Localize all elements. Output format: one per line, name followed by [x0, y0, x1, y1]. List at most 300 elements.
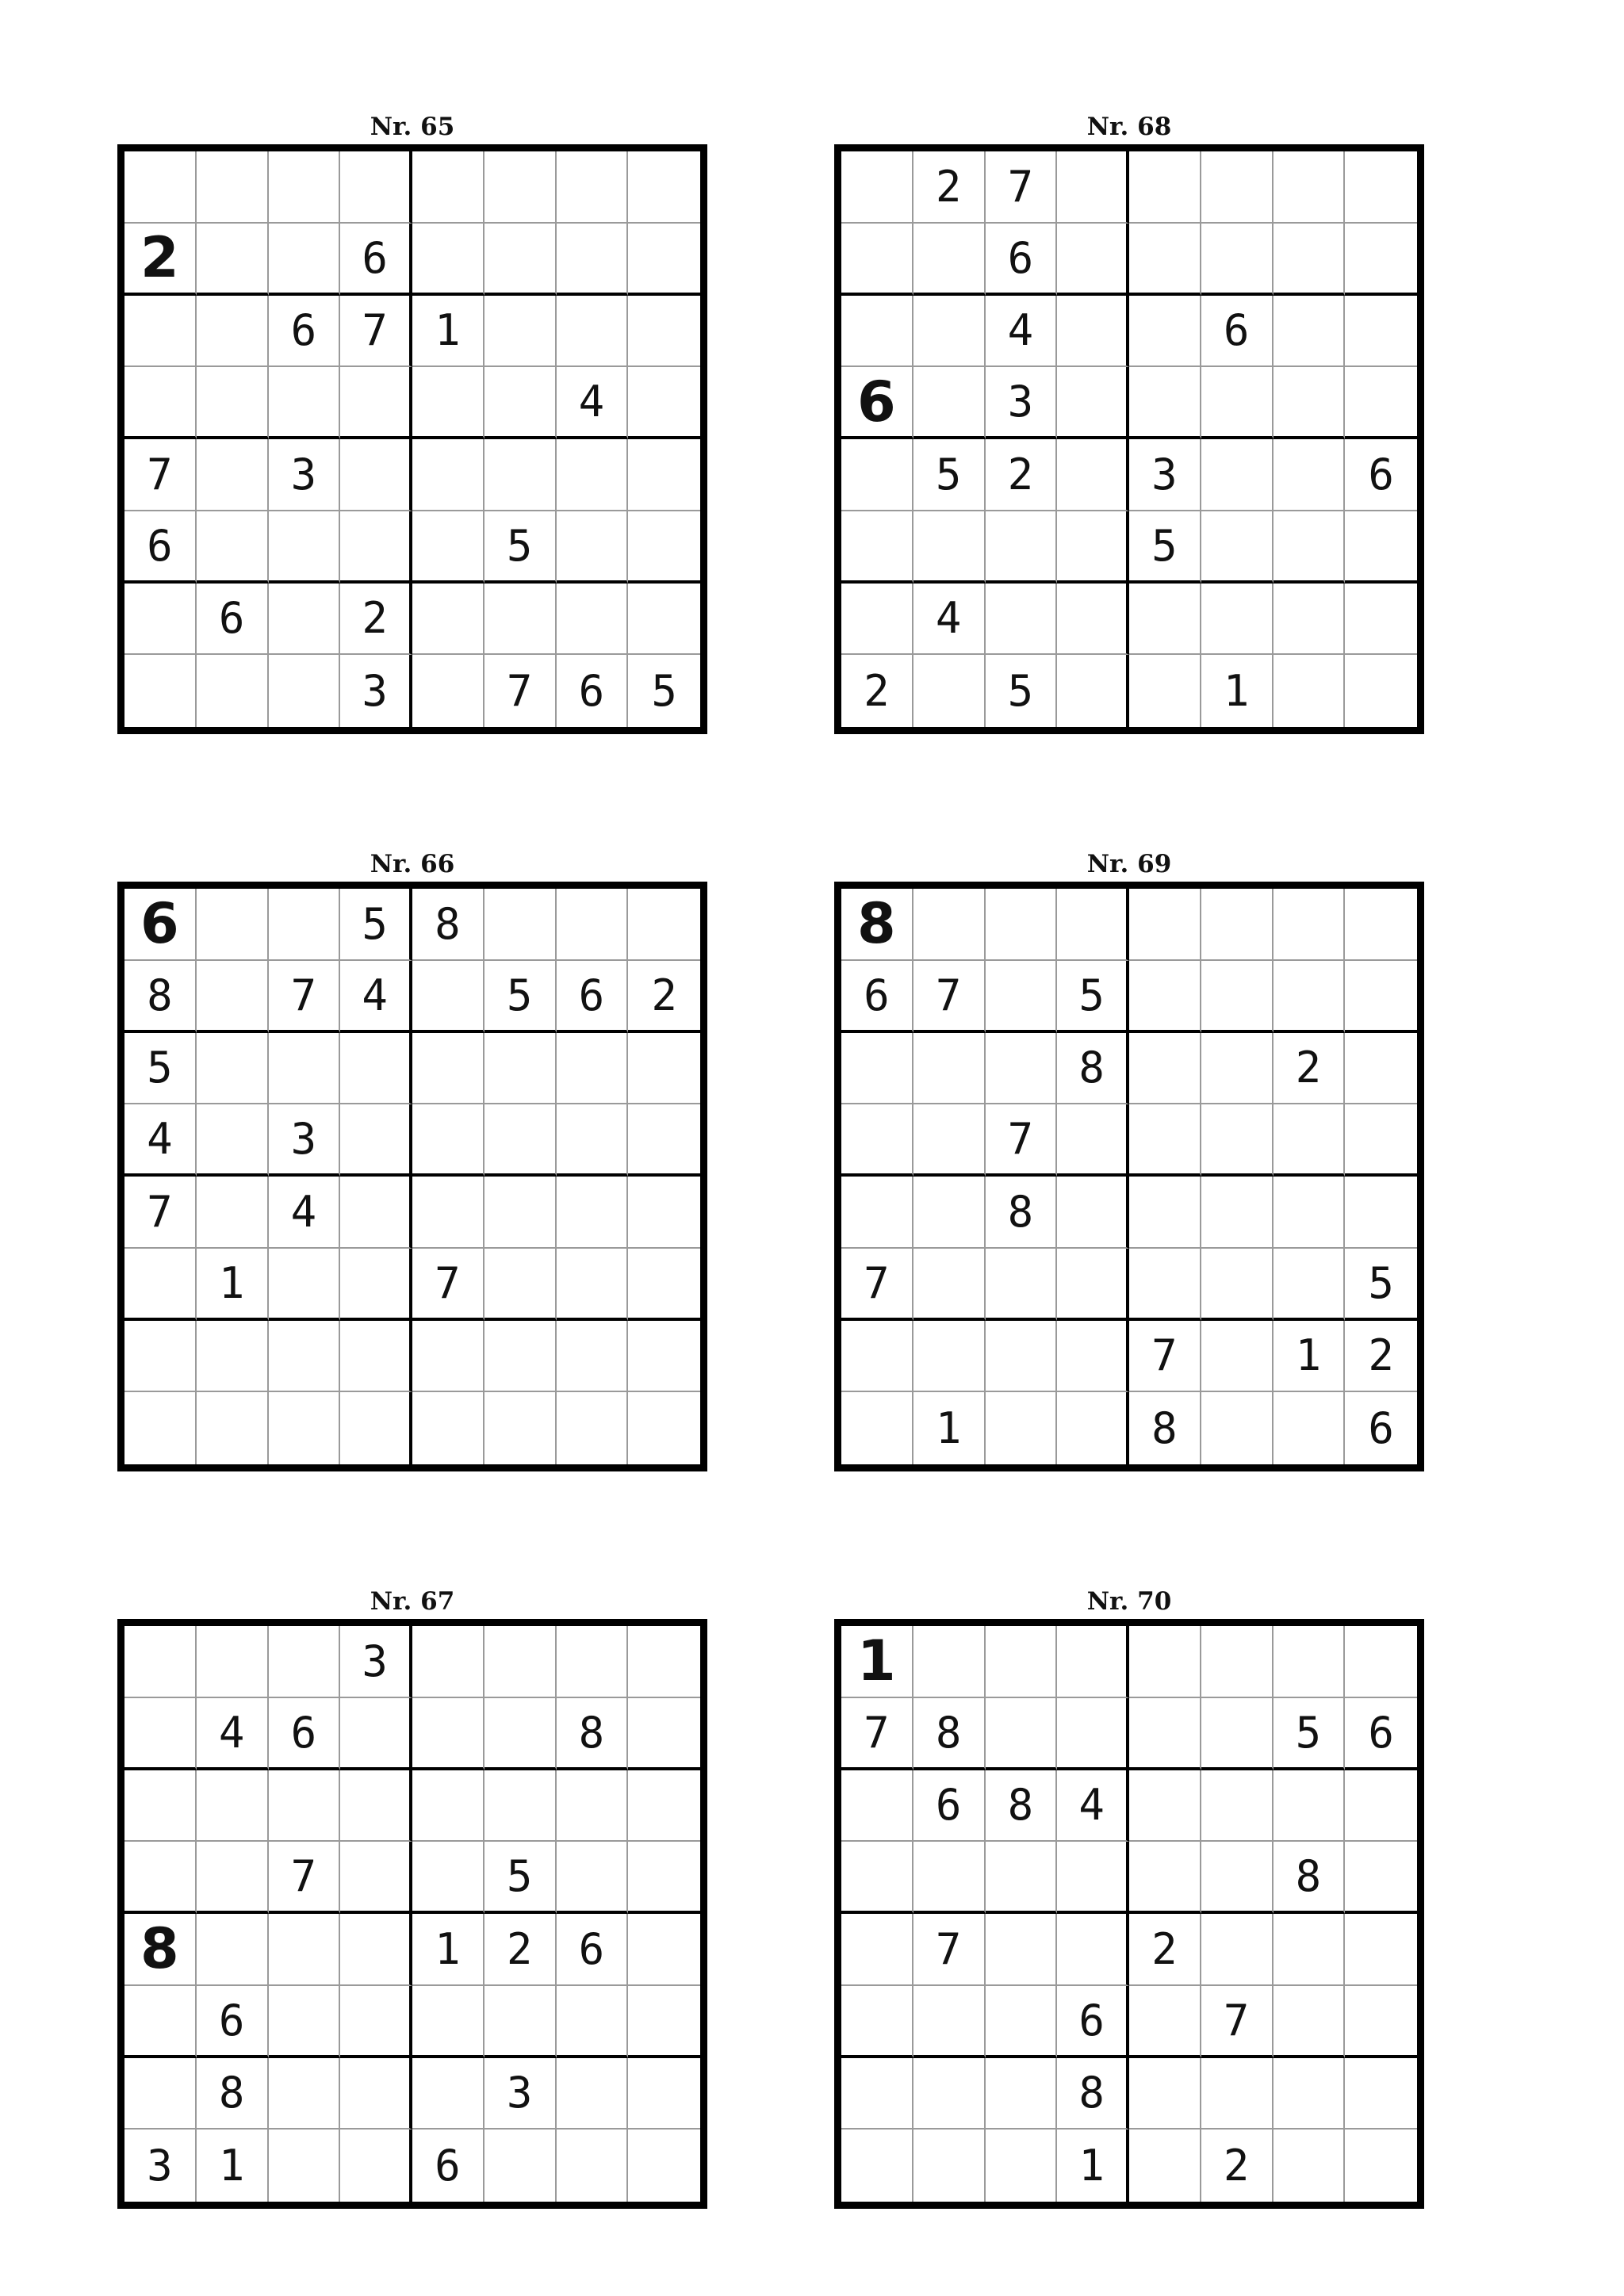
grid-cell: [1057, 889, 1129, 961]
grid-cell: [1129, 889, 1201, 961]
grid-cell: [412, 1033, 485, 1105]
grid-cell: [1129, 1104, 1201, 1177]
grid-cell: 8: [1057, 2058, 1129, 2130]
grid-cell: [1129, 1626, 1201, 1698]
grid-cell: [557, 151, 629, 224]
grid-cell: 2: [1201, 2130, 1274, 2202]
grid-cell: [1057, 296, 1129, 368]
grid-cell: [841, 1392, 914, 1464]
grid-cell: [1345, 367, 1417, 439]
grid-cell: 7: [841, 1249, 914, 1321]
grid-cell: 3: [340, 1626, 412, 1698]
grid-cell: [1274, 584, 1346, 656]
grid-cell: [1057, 655, 1129, 727]
grid-cell: [485, 1033, 557, 1105]
grid-cell: [412, 2058, 485, 2130]
grid-cell: [841, 1914, 914, 1986]
grid-cell: [628, 296, 700, 368]
grid-cell: [340, 1249, 412, 1321]
grid-cell: [628, 1104, 700, 1177]
grid-cell: 8: [986, 1770, 1058, 1843]
grid-cell: [1201, 439, 1274, 511]
grid-cell: [1129, 584, 1201, 656]
grid-cell: [485, 1321, 557, 1393]
grid-cell: [1201, 1770, 1274, 1843]
grid-cell: [1129, 961, 1201, 1033]
grid-cell: [1129, 2130, 1201, 2202]
puzzle-title: Nr. 69: [1086, 850, 1172, 878]
grid-cell: 2: [986, 439, 1058, 511]
grid-cell: [197, 1842, 269, 1914]
grid-cell: [485, 889, 557, 961]
grid-cell: [197, 151, 269, 224]
grid-cell: [914, 367, 986, 439]
grid-cell: [841, 2130, 914, 2202]
grid-cell: [197, 1392, 269, 1464]
grid-cell: [197, 511, 269, 584]
grid-cell: [485, 584, 557, 656]
grid-cell: 3: [986, 367, 1058, 439]
grid-cell: [1057, 584, 1129, 656]
grid-cell: 5: [485, 511, 557, 584]
grid-cell: [1274, 655, 1346, 727]
grid-cell: [485, 1626, 557, 1698]
grid-cell: [1345, 584, 1417, 656]
grid-cell: [1201, 1177, 1274, 1249]
grid-cell: [841, 1104, 914, 1177]
grid-cell: 6: [412, 2130, 485, 2202]
grid-cell: [628, 1770, 700, 1843]
grid-cell: 7: [914, 1914, 986, 1986]
grid-cell: [1201, 1698, 1274, 1770]
grid-cell: [269, 511, 341, 584]
grid-cell: [1345, 961, 1417, 1033]
grid-cell: 5: [1129, 511, 1201, 584]
grid-cell: 8: [412, 889, 485, 961]
sudoku-grid: [834, 1619, 1424, 2209]
grid-cell: 4: [1057, 1770, 1129, 1843]
grid-cell: [557, 1392, 629, 1464]
grid-cell: [485, 1249, 557, 1321]
grid-cell: [914, 296, 986, 368]
grid-cell: [269, 889, 341, 961]
grid-cell: [269, 1249, 341, 1321]
grid-cell: [412, 224, 485, 296]
grid-cell: [557, 224, 629, 296]
grid-cell: [485, 439, 557, 511]
puzzle-title: Nr. 68: [1086, 113, 1172, 141]
grid-cell: [914, 2130, 986, 2202]
grid-cell: 7: [1201, 1986, 1274, 2058]
grid-cell: 4: [340, 961, 412, 1033]
grid-cell: [628, 1986, 700, 2058]
grid-cell: 7: [269, 1842, 341, 1914]
grid-cell: [1057, 224, 1129, 296]
grid-cell: [986, 961, 1058, 1033]
grid-cell: [1201, 1842, 1274, 1914]
grid-cell: [124, 367, 197, 439]
grid-cell: [1274, 1914, 1346, 1986]
grid-cell: [485, 1986, 557, 2058]
grid-cell: [1201, 1321, 1274, 1393]
grid-cell: [1129, 2058, 1201, 2130]
grid-cell: [412, 1626, 485, 1698]
grid-cell: [1057, 1392, 1129, 1464]
grid-cell: [124, 1842, 197, 1914]
grid-cell: [1057, 1842, 1129, 1914]
grid-cell: [1201, 1249, 1274, 1321]
grid-cell: [1274, 1392, 1346, 1464]
grid-cell: [1274, 151, 1346, 224]
grid-cell: [1345, 511, 1417, 584]
grid-cell: [340, 1842, 412, 1914]
grid-cell: 1: [412, 296, 485, 368]
grid-cell: 1: [914, 1392, 986, 1464]
grid-cell: [1345, 655, 1417, 727]
grid-cell: [986, 1698, 1058, 1770]
grid-cell: [914, 1321, 986, 1393]
grid-cell: [557, 1104, 629, 1177]
grid-cell: [340, 1321, 412, 1393]
grid-cell: [841, 1177, 914, 1249]
grid-cell: [197, 655, 269, 727]
grid-cell: [1274, 2058, 1346, 2130]
grid-cell: [557, 889, 629, 961]
grid-cell: 1: [197, 1249, 269, 1321]
grid-cell: 8: [124, 1914, 197, 1986]
grid-cell: [1057, 1698, 1129, 1770]
grid-cell: [1345, 151, 1417, 224]
grid-cell: [340, 439, 412, 511]
grid-cell: [1201, 1033, 1274, 1105]
grid-cell: 7: [986, 1104, 1058, 1177]
grid-cell: [1129, 1770, 1201, 1843]
grid-cell: 4: [557, 367, 629, 439]
grid-cell: [412, 151, 485, 224]
grid-cell: [914, 2058, 986, 2130]
grid-cell: [340, 2058, 412, 2130]
grid-cell: [1129, 1842, 1201, 1914]
grid-cell: [986, 511, 1058, 584]
grid-cell: [340, 511, 412, 584]
grid-cell: [557, 439, 629, 511]
grid-cell: 7: [124, 439, 197, 511]
grid-cell: [1345, 2058, 1417, 2130]
grid-cell: [914, 1249, 986, 1321]
grid-cell: [269, 1626, 341, 1698]
puzzle-title: Nr. 65: [370, 113, 455, 141]
grid-cell: [485, 367, 557, 439]
grid-cell: [412, 584, 485, 656]
grid-cell: [557, 296, 629, 368]
grid-cell: [412, 1986, 485, 2058]
grid-cell: 2: [124, 224, 197, 296]
grid-cell: 2: [1274, 1033, 1346, 1105]
grid-cell: 5: [1274, 1698, 1346, 1770]
grid-cell: [412, 1104, 485, 1177]
grid-cell: [1057, 367, 1129, 439]
grid-cell: 6: [1057, 1986, 1129, 2058]
grid-cell: [124, 1321, 197, 1393]
grid-cell: [986, 2058, 1058, 2130]
grid-cell: 4: [197, 1698, 269, 1770]
grid-cell: [1057, 511, 1129, 584]
grid-cell: [269, 2130, 341, 2202]
grid-cell: 6: [914, 1770, 986, 1843]
grid-cell: [628, 889, 700, 961]
grid-cell: [1201, 961, 1274, 1033]
grid-cell: [1057, 1249, 1129, 1321]
grid-cell: [412, 1698, 485, 1770]
sudoku-grid: [834, 882, 1424, 1471]
grid-cell: 6: [1345, 1698, 1417, 1770]
grid-cell: [841, 1321, 914, 1393]
grid-cell: [1345, 224, 1417, 296]
grid-cell: 5: [485, 961, 557, 1033]
grid-cell: [124, 1698, 197, 1770]
grid-cell: [628, 1698, 700, 1770]
grid-cell: [485, 151, 557, 224]
grid-cell: [1345, 296, 1417, 368]
grid-cell: [1057, 1321, 1129, 1393]
grid-cell: [197, 1033, 269, 1105]
grid-cell: 6: [557, 961, 629, 1033]
grid-cell: [628, 1249, 700, 1321]
grid-cell: [485, 1770, 557, 1843]
grid-cell: [841, 296, 914, 368]
grid-cell: [269, 151, 341, 224]
grid-cell: [628, 1321, 700, 1393]
grid-cell: 5: [340, 889, 412, 961]
grid-cell: 8: [1274, 1842, 1346, 1914]
grid-cell: [1129, 224, 1201, 296]
grid-cell: 7: [914, 961, 986, 1033]
grid-cell: [340, 1104, 412, 1177]
grid-cell: [841, 1770, 914, 1843]
grid-cell: [485, 224, 557, 296]
grid-cell: [412, 655, 485, 727]
grid-cell: [914, 1033, 986, 1105]
grid-cell: [628, 2130, 700, 2202]
grid-cell: 2: [841, 655, 914, 727]
grid-cell: 8: [1129, 1392, 1201, 1464]
grid-cell: 3: [485, 2058, 557, 2130]
grid-cell: [269, 1770, 341, 1843]
grid-cell: 7: [412, 1249, 485, 1321]
grid-cell: [1345, 1104, 1417, 1177]
grid-cell: [557, 2130, 629, 2202]
grid-cell: [1201, 1914, 1274, 1986]
grid-cell: [1129, 296, 1201, 368]
grid-cell: [1274, 1177, 1346, 1249]
grid-cell: [628, 439, 700, 511]
grid-cell: 6: [1201, 296, 1274, 368]
grid-cell: [1129, 655, 1201, 727]
sudoku-grid: [117, 882, 707, 1471]
sudoku-puzzle-66: [117, 847, 707, 1471]
grid-cell: 3: [340, 655, 412, 727]
grid-cell: 3: [1129, 439, 1201, 511]
grid-cell: [485, 2130, 557, 2202]
grid-cell: [197, 1626, 269, 1698]
grid-cell: 7: [841, 1698, 914, 1770]
grid-cell: [269, 1986, 341, 2058]
grid-cell: [1129, 1986, 1201, 2058]
grid-cell: [557, 511, 629, 584]
grid-cell: 4: [986, 296, 1058, 368]
grid-cell: [340, 367, 412, 439]
grid-cell: 5: [914, 439, 986, 511]
grid-cell: [197, 961, 269, 1033]
grid-cell: [986, 1033, 1058, 1105]
grid-cell: [340, 2130, 412, 2202]
grid-cell: [1201, 367, 1274, 439]
grid-cell: [269, 1321, 341, 1393]
grid-cell: [986, 1914, 1058, 1986]
grid-cell: [124, 1626, 197, 1698]
grid-cell: [412, 1770, 485, 1843]
grid-cell: [124, 1986, 197, 2058]
grid-cell: [485, 1698, 557, 1770]
grid-cell: [628, 1392, 700, 1464]
grid-cell: [124, 1249, 197, 1321]
grid-cell: [1345, 2130, 1417, 2202]
grid-cell: [841, 1842, 914, 1914]
grid-cell: [269, 367, 341, 439]
grid-cell: [1129, 1249, 1201, 1321]
grid-cell: [1201, 1626, 1274, 1698]
grid-cell: [557, 1986, 629, 2058]
grid-cell: [340, 1914, 412, 1986]
grid-cell: 8: [914, 1698, 986, 1770]
grid-cell: [197, 889, 269, 961]
grid-cell: 4: [914, 584, 986, 656]
grid-cell: 2: [485, 1914, 557, 1986]
grid-cell: [628, 224, 700, 296]
grid-cell: [841, 2058, 914, 2130]
grid-cell: 6: [197, 1986, 269, 2058]
grid-cell: [1274, 439, 1346, 511]
grid-cell: [557, 1249, 629, 1321]
grid-cell: 7: [986, 151, 1058, 224]
grid-cell: [1345, 1177, 1417, 1249]
grid-cell: [124, 2058, 197, 2130]
puzzle-title: Nr. 70: [1086, 1587, 1172, 1616]
grid-cell: [412, 511, 485, 584]
grid-cell: [1345, 1986, 1417, 2058]
grid-cell: [412, 1321, 485, 1393]
sudoku-puzzle-68: [834, 109, 1424, 734]
grid-cell: [1201, 1392, 1274, 1464]
grid-cell: [557, 1033, 629, 1105]
grid-cell: 6: [197, 584, 269, 656]
grid-cell: [628, 367, 700, 439]
grid-cell: [1057, 1104, 1129, 1177]
grid-cell: [841, 224, 914, 296]
grid-cell: [197, 296, 269, 368]
grid-cell: [914, 1177, 986, 1249]
grid-cell: [1274, 511, 1346, 584]
grid-cell: 5: [124, 1033, 197, 1105]
grid-cell: [1274, 1770, 1346, 1843]
grid-cell: [340, 151, 412, 224]
grid-cell: [412, 1392, 485, 1464]
grid-cell: 8: [197, 2058, 269, 2130]
grid-cell: [914, 1104, 986, 1177]
grid-cell: [485, 296, 557, 368]
grid-cell: 2: [340, 584, 412, 656]
grid-cell: [1129, 151, 1201, 224]
grid-cell: [197, 1177, 269, 1249]
grid-cell: [340, 1698, 412, 1770]
grid-cell: 6: [1345, 439, 1417, 511]
grid-cell: [1057, 1914, 1129, 1986]
sudoku-grid: [834, 144, 1424, 734]
grid-cell: [557, 1626, 629, 1698]
grid-cell: [1274, 961, 1346, 1033]
grid-cell: [841, 439, 914, 511]
grid-cell: [628, 1177, 700, 1249]
grid-cell: [986, 2130, 1058, 2202]
grid-cell: [197, 1914, 269, 1986]
grid-cell: [841, 1033, 914, 1105]
grid-cell: 5: [986, 655, 1058, 727]
grid-cell: 2: [1129, 1914, 1201, 1986]
grid-cell: [485, 1104, 557, 1177]
grid-cell: [340, 1177, 412, 1249]
grid-cell: 4: [269, 1177, 341, 1249]
grid-cell: [124, 151, 197, 224]
grid-cell: [986, 584, 1058, 656]
grid-cell: [269, 1914, 341, 1986]
grid-cell: [1129, 1033, 1201, 1105]
grid-cell: 6: [1368, 1403, 1394, 1454]
grid-cell: [986, 1986, 1058, 2058]
grid-cell: 1: [1057, 2130, 1129, 2202]
grid-cell: [412, 1842, 485, 1914]
grid-cell: [197, 1104, 269, 1177]
grid-cell: [841, 511, 914, 584]
sudoku-grid: [117, 144, 707, 734]
grid-cell: 3: [269, 1104, 341, 1177]
grid-cell: [557, 1321, 629, 1393]
grid-cell: [557, 2058, 629, 2130]
sudoku-grid: [117, 1619, 707, 2209]
grid-cell: 8: [557, 1698, 629, 1770]
grid-cell: [914, 1986, 986, 2058]
grid-cell: [1274, 296, 1346, 368]
grid-cell: [1201, 584, 1274, 656]
grid-cell: 7: [340, 296, 412, 368]
grid-cell: [1274, 1626, 1346, 1698]
grid-cell: [1345, 1626, 1417, 1698]
grid-cell: 4: [124, 1104, 197, 1177]
grid-cell: [269, 1033, 341, 1105]
puzzle-title: Nr. 67: [370, 1587, 455, 1616]
grid-cell: [1201, 889, 1274, 961]
grid-cell: [124, 1770, 197, 1843]
grid-cell: [1345, 1770, 1417, 1843]
grid-cell: [1345, 1033, 1417, 1105]
grid-cell: 6: [340, 224, 412, 296]
grid-cell: [914, 224, 986, 296]
grid-cell: [1201, 151, 1274, 224]
grid-cell: [124, 655, 197, 727]
grid-cell: 6: [269, 296, 341, 368]
grid-cell: 5: [1345, 1249, 1417, 1321]
grid-cell: [124, 584, 197, 656]
grid-cell: [841, 151, 914, 224]
